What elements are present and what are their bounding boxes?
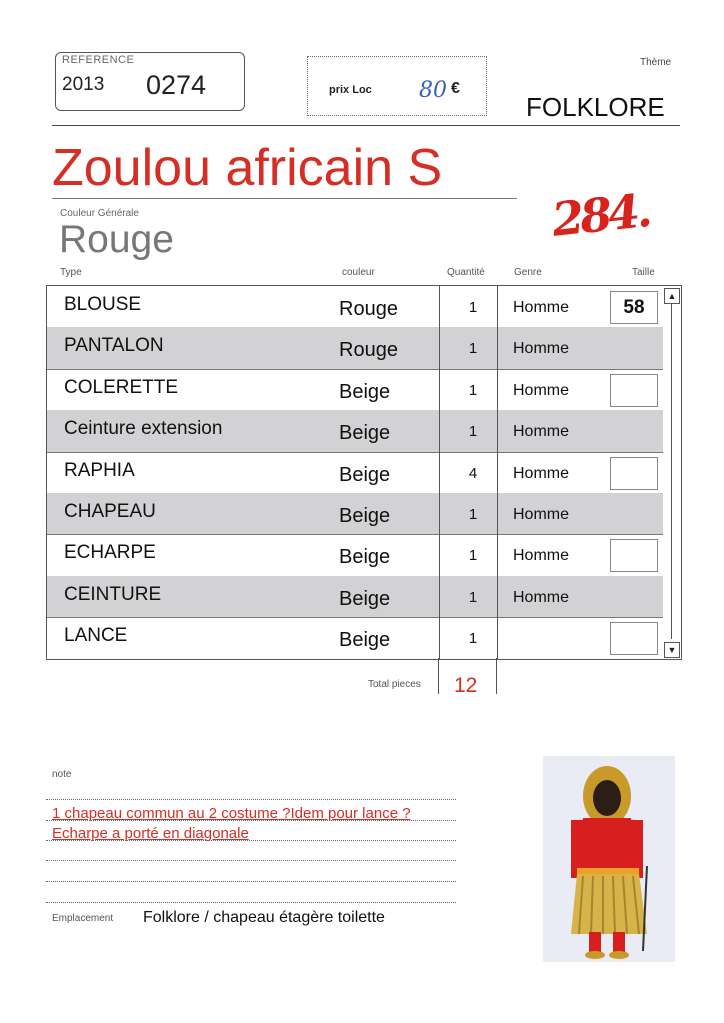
item-color[interactable]: Beige bbox=[339, 505, 391, 527]
item-color[interactable]: Beige bbox=[339, 587, 391, 610]
column-header-type: Type bbox=[60, 267, 82, 278]
note-line bbox=[46, 881, 456, 882]
reference-year[interactable]: 2013 bbox=[62, 74, 105, 95]
scroll-up-arrow-icon[interactable]: ▲ bbox=[664, 288, 680, 304]
reference-number[interactable]: 0274 bbox=[146, 70, 207, 100]
item-type[interactable]: PANTALON bbox=[64, 335, 164, 357]
item-quantity[interactable]: 1 bbox=[468, 547, 478, 565]
note-text-line-2[interactable]: Echarpe a porté en diagonale bbox=[52, 825, 249, 842]
costume-title[interactable]: Zoulou africain S bbox=[52, 139, 443, 197]
item-type[interactable]: Ceinture extension bbox=[64, 418, 223, 440]
price-label: prix Loc bbox=[329, 84, 372, 96]
costume-figure-icon bbox=[543, 756, 675, 962]
column-header-size: Taille bbox=[632, 267, 655, 278]
price-currency: € bbox=[451, 80, 460, 97]
title-divider bbox=[52, 198, 517, 199]
item-color[interactable]: Rouge bbox=[339, 298, 398, 320]
table-row[interactable] bbox=[47, 534, 664, 576]
item-genre[interactable]: Homme bbox=[513, 381, 570, 399]
item-size-field[interactable] bbox=[610, 374, 658, 407]
general-color-label: Couleur Générale bbox=[60, 208, 139, 219]
item-color[interactable]: Beige bbox=[339, 629, 391, 652]
item-type[interactable]: CEINTURE bbox=[64, 583, 162, 605]
item-genre[interactable]: Homme bbox=[513, 340, 570, 358]
note-line bbox=[46, 799, 456, 800]
handwritten-number: 284. bbox=[549, 183, 651, 247]
column-divider bbox=[497, 286, 498, 659]
item-genre[interactable]: Homme bbox=[513, 423, 570, 441]
reference-label: REFERENCE bbox=[62, 54, 135, 66]
column-header-quantity: Quantité bbox=[447, 267, 485, 278]
item-type[interactable]: LANCE bbox=[64, 625, 128, 647]
item-size-field[interactable] bbox=[610, 539, 658, 572]
table-scrollbar[interactable] bbox=[663, 285, 682, 660]
theme-value[interactable]: FOLKLORE bbox=[526, 92, 665, 122]
table-row[interactable] bbox=[47, 410, 664, 452]
item-color[interactable]: Beige bbox=[339, 463, 391, 486]
column-header-color: couleur bbox=[342, 267, 375, 278]
item-genre[interactable]: Homme bbox=[513, 506, 570, 523]
table-row[interactable] bbox=[47, 493, 664, 535]
table-row[interactable] bbox=[47, 286, 664, 328]
price-value[interactable]: 80 bbox=[419, 78, 447, 103]
total-divider-left bbox=[438, 658, 439, 694]
note-label: note bbox=[52, 769, 72, 780]
table-row[interactable] bbox=[47, 617, 664, 658]
items-table bbox=[46, 285, 665, 660]
item-size-field[interactable] bbox=[610, 622, 658, 655]
item-quantity[interactable]: 1 bbox=[468, 299, 478, 316]
item-genre[interactable]: Homme bbox=[513, 547, 570, 565]
item-quantity[interactable]: 1 bbox=[468, 340, 478, 358]
note-line bbox=[46, 860, 456, 861]
header-divider bbox=[52, 125, 680, 126]
item-genre[interactable]: Homme bbox=[513, 588, 570, 606]
total-pieces-value: 12 bbox=[454, 674, 478, 697]
column-divider bbox=[439, 286, 440, 659]
item-quantity[interactable]: 1 bbox=[468, 506, 478, 523]
item-type[interactable]: CHAPEAU bbox=[64, 501, 156, 522]
item-quantity[interactable]: 1 bbox=[468, 588, 478, 606]
table-row[interactable] bbox=[47, 452, 664, 494]
item-quantity[interactable]: 4 bbox=[468, 464, 478, 482]
location-value[interactable]: Folklore / chapeau étagère toilette bbox=[143, 909, 385, 926]
item-type[interactable]: COLERETTE bbox=[64, 376, 179, 398]
item-color[interactable]: Beige bbox=[339, 546, 391, 569]
column-header-genre: Genre bbox=[514, 267, 542, 278]
scroll-track[interactable] bbox=[671, 304, 672, 639]
costume-photo bbox=[543, 756, 675, 962]
item-color[interactable]: Beige bbox=[339, 380, 391, 403]
item-genre[interactable]: Homme bbox=[513, 299, 570, 316]
location-label: Emplacement bbox=[52, 913, 114, 924]
table-row[interactable] bbox=[47, 576, 664, 618]
scroll-down-arrow-icon[interactable]: ▼ bbox=[664, 642, 680, 658]
item-genre[interactable]: Homme bbox=[513, 464, 570, 482]
item-size-field[interactable]: 58 bbox=[610, 291, 658, 324]
item-quantity[interactable]: 1 bbox=[468, 630, 478, 648]
table-row[interactable] bbox=[47, 327, 664, 369]
item-type[interactable]: RAPHIA bbox=[64, 459, 135, 481]
total-pieces-label: Total pieces bbox=[368, 679, 421, 690]
item-quantity[interactable]: 1 bbox=[468, 381, 478, 399]
item-type[interactable]: BLOUSE bbox=[64, 294, 142, 315]
table-row[interactable] bbox=[47, 369, 664, 411]
note-line bbox=[46, 902, 456, 903]
general-color-value[interactable]: Rouge bbox=[59, 218, 174, 261]
item-size-field[interactable] bbox=[610, 457, 658, 490]
total-divider-right bbox=[496, 658, 497, 694]
item-color[interactable]: Rouge bbox=[339, 339, 398, 362]
item-quantity[interactable]: 1 bbox=[468, 423, 478, 441]
item-type[interactable]: ECHARPE bbox=[64, 542, 156, 564]
note-text-line-1[interactable]: 1 chapeau commun au 2 costume ?Idem pour lance ? bbox=[52, 805, 411, 822]
item-color[interactable]: Beige bbox=[339, 422, 391, 445]
theme-label: Thème bbox=[640, 57, 672, 68]
